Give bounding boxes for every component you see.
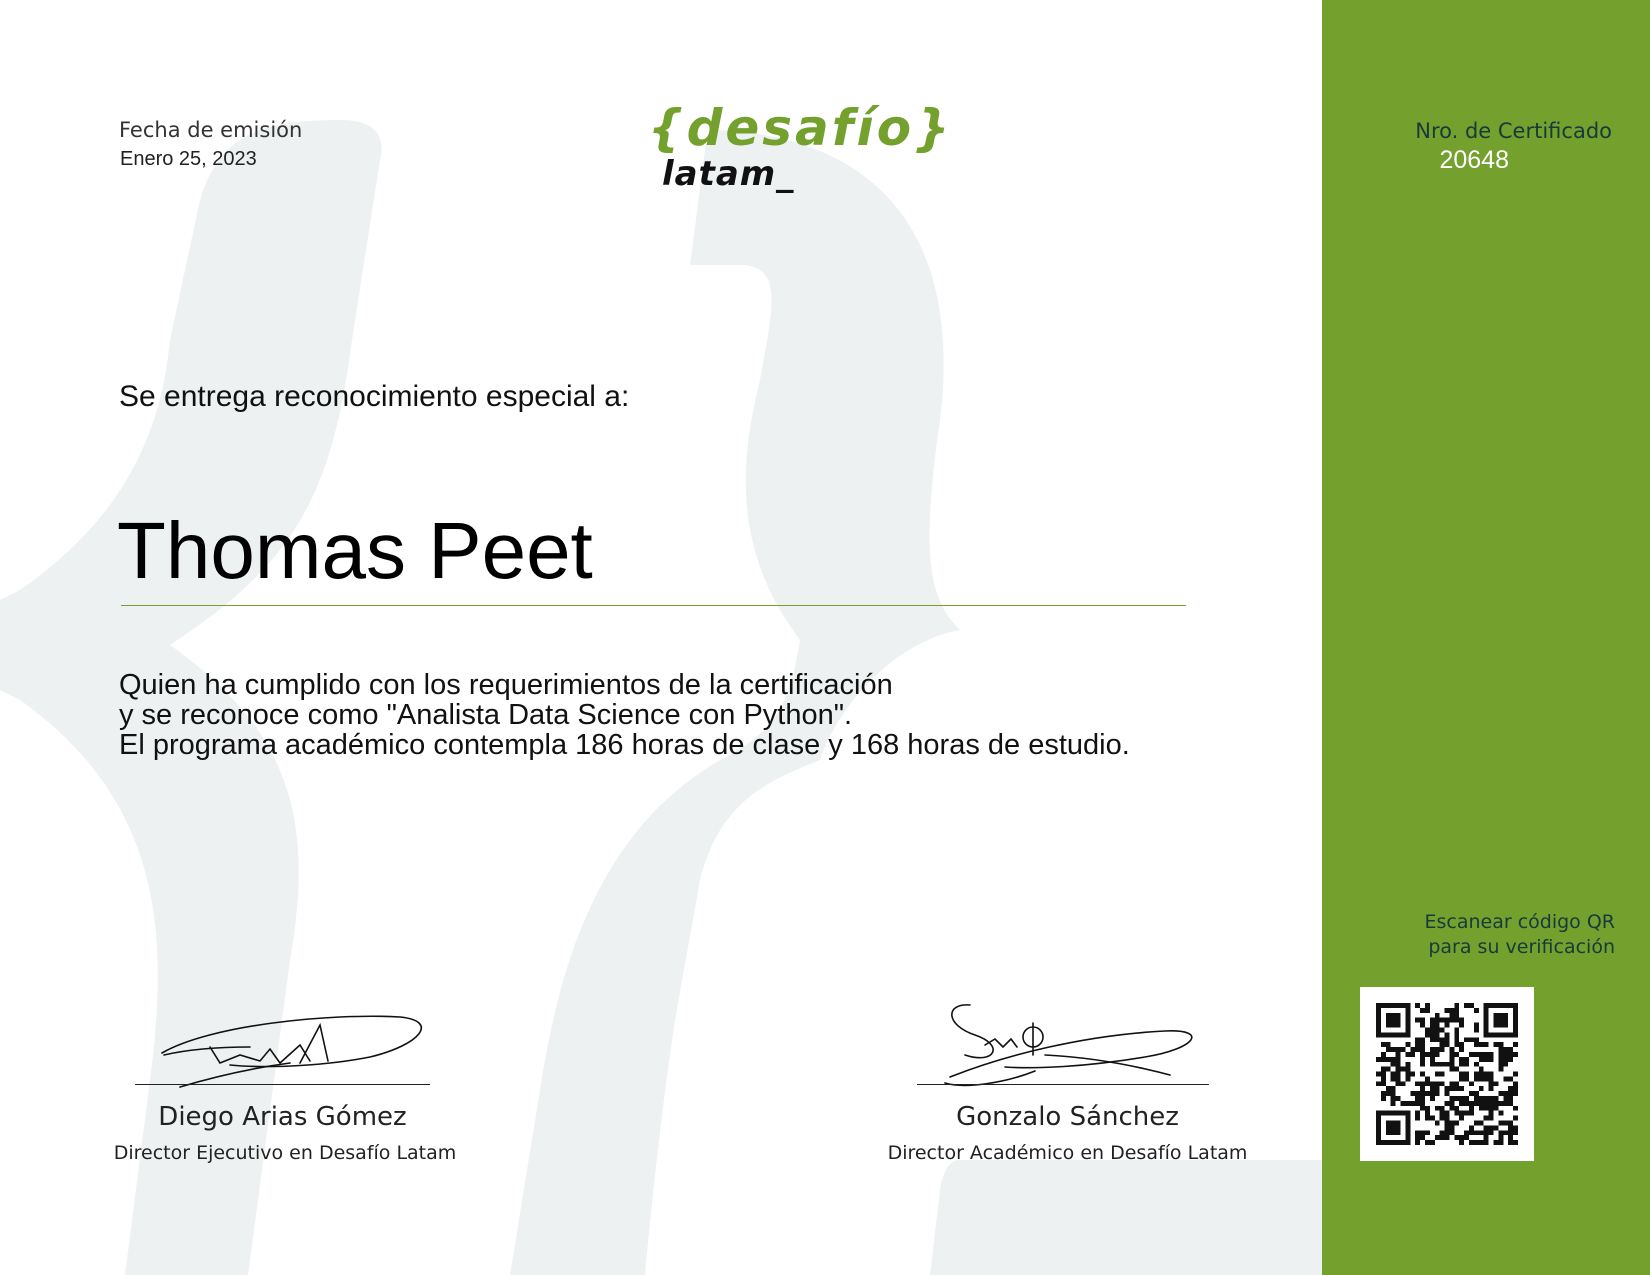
logo-bottom-text: latam_ [662, 154, 795, 194]
desafio-latam-logo [648, 99, 953, 200]
body-line-2: y se reconoce como "Analista Data Science con Python". [119, 699, 853, 731]
logo-top-text: {desafío} [648, 99, 953, 157]
qr-code[interactable] [1360, 987, 1534, 1161]
recognition-text: Se entrega reconocimiento especial a: [119, 380, 630, 413]
signer-role-1: Director Ejecutivo en Desafío Latam [113, 1142, 457, 1164]
qr-caption-line-1: Escanear código QR [1424, 911, 1615, 933]
qr-caption-line-2: para su verificación [1428, 936, 1615, 958]
body-line-3: El programa académico contempla 186 horas de clase y 168 horas de estudio. [119, 729, 1130, 761]
bottom-right-brace-shape [930, 1160, 1322, 1275]
signature-diego [150, 1005, 450, 1115]
signature-gonzalo [925, 995, 1225, 1105]
name-underline [121, 605, 1186, 606]
issue-date: Enero 25, 2023 [120, 148, 257, 170]
recipient-name: Thomas Peet [117, 506, 593, 595]
signer-name-2: Gonzalo Sánchez [956, 1102, 1179, 1132]
body-line-1: Quien ha cumplido con los requerimientos de la certificación [119, 669, 893, 701]
certificate-body [119, 670, 1130, 760]
signer-role-2: Director Académico en Desafío Latam [887, 1142, 1248, 1164]
signature-line-2 [917, 1084, 1209, 1085]
certificate-number: 20648 [1439, 146, 1509, 174]
certificate-number-label: Nro. de Certificado [1415, 119, 1612, 143]
signer-name-1: Diego Arias Gómez [158, 1102, 407, 1132]
qr-caption [1322, 910, 1615, 960]
issue-date-label: Fecha de emisión [119, 118, 303, 142]
qr-code-icon [1376, 1003, 1518, 1145]
signature-line-1 [135, 1084, 430, 1085]
